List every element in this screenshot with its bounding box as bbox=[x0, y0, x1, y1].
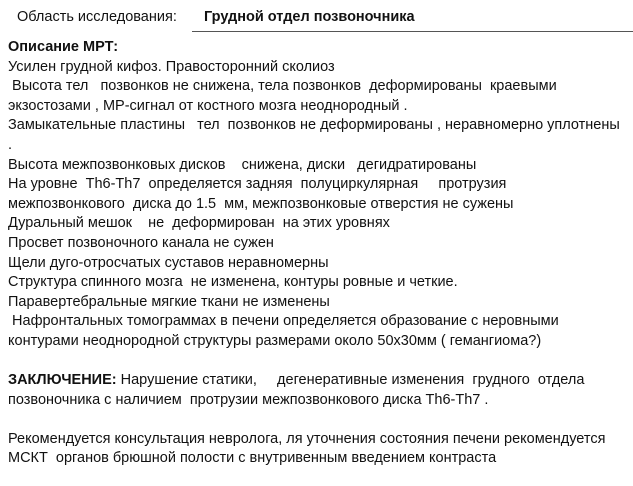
description-line: Дуральный мешок не деформирован на этих уровнях bbox=[8, 215, 390, 232]
report-body bbox=[8, 38, 628, 469]
description-line: Нафронтальных томограммах в печени определяется образование с неровными bbox=[8, 313, 559, 330]
description-line: контурами неоднородной структуры размерами около 50х30мм ( гемангиома?) bbox=[8, 332, 542, 349]
description-heading: Описание МРТ: bbox=[8, 39, 119, 55]
description-line: Высота межпозвонковых дисков снижена, диски дегидратированы bbox=[8, 156, 477, 173]
spacer bbox=[8, 352, 628, 372]
description-line: Щели дуго-отросчатых суставов неравномерны bbox=[8, 254, 329, 271]
study-area-label: Область исследования: bbox=[17, 9, 177, 25]
description-line: . bbox=[8, 136, 13, 153]
description-line: На уровне Th6-Th7 определяется задняя полуциркулярная протрузия bbox=[8, 176, 507, 193]
report-header bbox=[0, 0, 633, 34]
recommendation-line-1: Рекомендуется консультация невролога, ля уточнения состояния печени рекомендуется bbox=[8, 430, 606, 447]
spacer bbox=[8, 410, 628, 430]
conclusion-label: ЗАКЛЮЧЕНИЕ: bbox=[8, 372, 117, 389]
description-line: Высота тел позвонков не снижена, тела позвонков деформированы краевыми bbox=[8, 78, 557, 95]
description-line: Паравертебральные мягкие ткани не изменены bbox=[8, 293, 330, 310]
recommendation-line-2: МСКТ органов брюшной полости с внутривенным введением контраста bbox=[8, 450, 497, 467]
header-underline bbox=[192, 31, 633, 32]
description-line: Структура спинного мозга не изменена, контуры ровные и четкие. bbox=[8, 274, 458, 291]
description-line: Просвет позвоночного канала не сужен bbox=[8, 234, 274, 251]
description-line: Замыкательные пластины тел позвонков не деформированы , неравномерно уплотнены bbox=[8, 117, 620, 134]
conclusion-text: Нарушение статики, дегенеративные изменения грудного отдела bbox=[116, 372, 585, 389]
description-line: Усилен грудной кифоз. Правосторонний сколиоз bbox=[8, 58, 335, 75]
conclusion-line-2: позвоночника с наличием протрузии межпозвонкового диска Th6-Th7 . bbox=[8, 391, 489, 408]
study-area-value: Грудной отдел позвоночника bbox=[204, 9, 415, 25]
description-line: экзостозами , МР-сигнал от костного мозга неоднородный . bbox=[8, 97, 408, 114]
conclusion-line-1 bbox=[8, 371, 628, 391]
description-line: межпозвонкового диска до 1.5 мм, межпозвонковые отверстия не сужены bbox=[8, 195, 514, 212]
